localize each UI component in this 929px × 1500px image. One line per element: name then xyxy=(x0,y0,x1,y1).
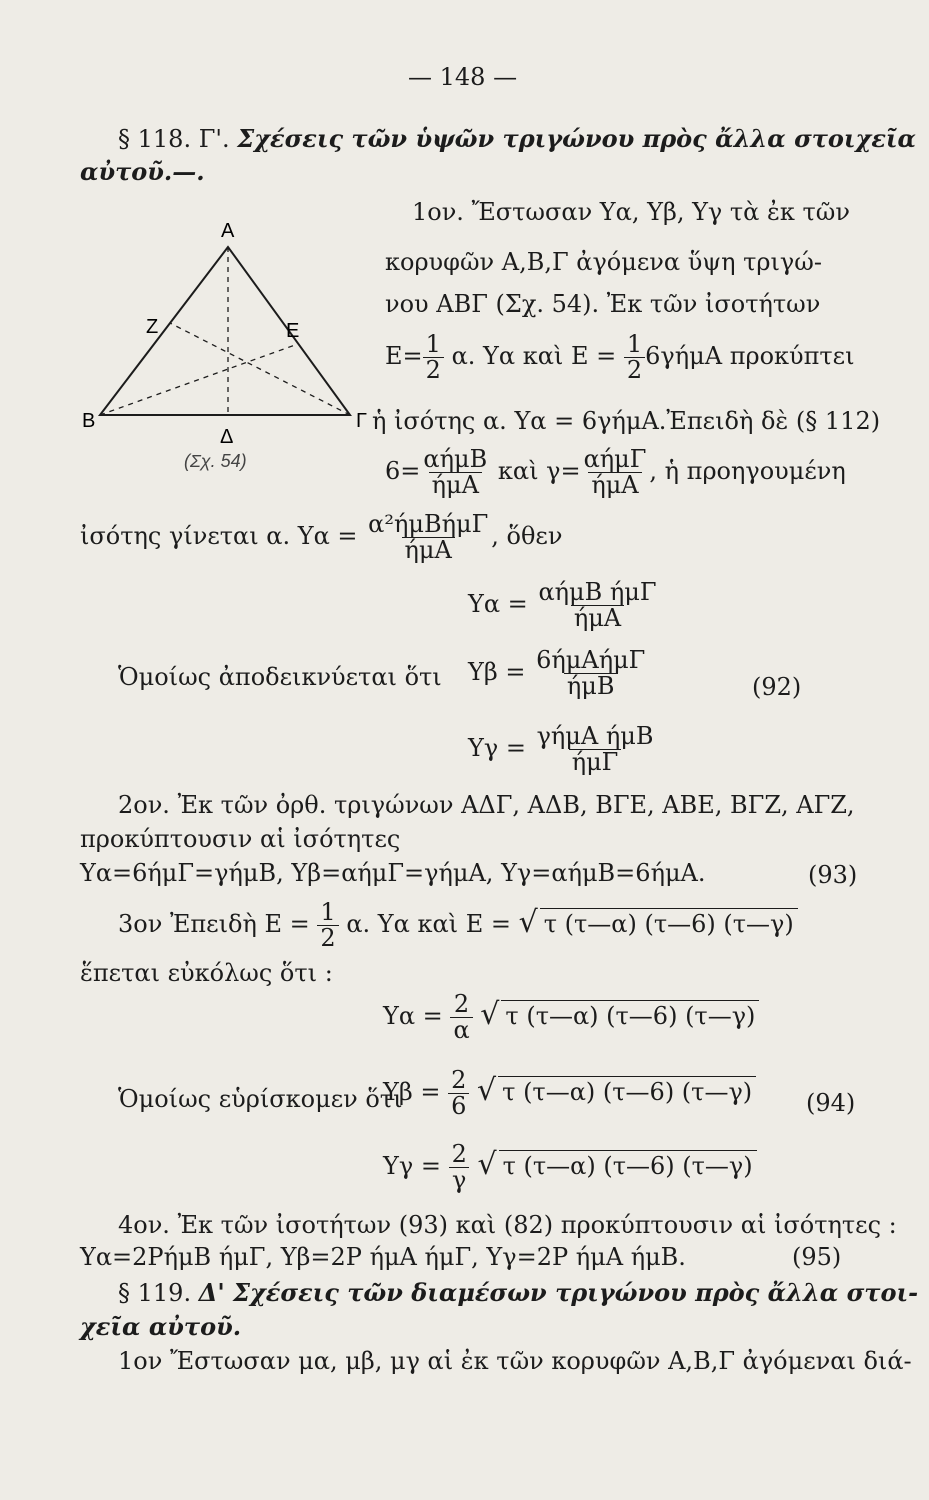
section-119-heading xyxy=(118,1278,918,1308)
p1-line2: κορυφῶν Α,Β,Γ ἀγόμενα ὕψη τριγώ- xyxy=(385,248,822,276)
section-title-cont: αὐτοῦ.—. xyxy=(80,157,205,186)
area-end: 6γήμΑ προκύπτει xyxy=(645,342,855,371)
p1-line1: 1ον. Ἔστωσαν Υα, Υβ, Υγ τὰ ἐκ τῶν xyxy=(412,198,850,226)
eq93-label: (93) xyxy=(808,861,858,889)
vertex-label-b: B xyxy=(82,410,96,432)
section-119-line1: 1ον Ἔστωσαν μα, μβ, μγ αἱ ἐκ τῶν κορυφῶν Α,Β,Γ ἀγόμεναι διά- xyxy=(118,1347,912,1375)
vertex-label-a: A xyxy=(221,220,235,242)
triangle-figure xyxy=(80,205,380,505)
p1-line5: ἡ ἰσότης α. Υα = 6γήμΑ.Ἐπειδὴ δὲ (§ 112) xyxy=(372,407,881,435)
section-title: Δ' Σχέσεις τῶν διαμέσων τριγώνου πρὸς ἄλλα στοι- xyxy=(198,1278,919,1307)
eq92-a: Υα = αήμΒ ήμΓ ήμΑ xyxy=(468,578,657,633)
eq94-intro: Ὁμοίως εὑρίσκομεν ὅτι xyxy=(118,1085,403,1113)
p4-line1: 4ον. Ἐκ τῶν ἰσοτήτων (93) καὶ (82) προκύπτουσιν αἱ ἰσότητες : xyxy=(118,1211,897,1239)
foot-label-e: E xyxy=(286,320,300,342)
p2-line3: Υα=6ήμΓ=γήμΒ, Υβ=αήμΓ=γήμΑ, Υγ=αήμΒ=6ήμΑ. xyxy=(80,859,706,887)
b-fraction: αήμΒ ήμΑ xyxy=(423,445,488,500)
half-fraction-2: $\frac{1}{2}$ xyxy=(624,332,645,383)
p1-line6: 6= αήμΒ ήμΑ καὶ γ= αήμΓ ήμΑ , ἡ προηγουμένη xyxy=(385,445,846,500)
eq94-a: Υα = $\frac{2}{\alpha}$ √ τ (τ—α) (τ—6) (τ—γ) xyxy=(383,992,759,1043)
p4-line2: Υα=2ΡήμΒ ήμΓ, Υβ=2Ρ ήμΑ ήμΓ, Υγ=2Ρ ήμΑ ήμΒ. xyxy=(80,1243,686,1271)
eq92-b: Υβ = 6ήμΑήμΓ ήμΒ xyxy=(468,646,646,701)
p1-line4 xyxy=(385,332,855,383)
section-number: § 118. Γ'. xyxy=(118,125,230,153)
isotes-fraction: α²ήμΒήμΓ ήμΑ xyxy=(368,510,489,565)
p1-line7: ἰσότης γίνεται α. Υα = α²ήμΒήμΓ ήμΑ , ὅθεν xyxy=(80,510,563,565)
section-number: § 119. xyxy=(118,1279,192,1307)
section-119-title-cont: χεῖα αὐτοῦ. xyxy=(80,1312,242,1341)
eq94-label: (94) xyxy=(806,1089,856,1117)
section-118-heading xyxy=(118,124,916,154)
half-fraction: $\frac{1}{2}$ xyxy=(423,332,444,383)
page-number: — 148 — xyxy=(408,63,518,91)
eq95-label: (95) xyxy=(792,1243,842,1271)
eq92-g: Υγ = γήμΑ ήμΒ ήμΓ xyxy=(468,722,654,777)
eq92-label: (92) xyxy=(752,673,802,701)
sqrt-sign: √ xyxy=(518,905,538,941)
area-mid: α. Υα καὶ E = xyxy=(451,342,617,371)
p2-line1: 2ον. Ἐκ τῶν ὀρθ. τριγώνων ΑΔΓ, ΑΔΒ, ΒΓΕ, ΑΒΕ, ΒΓΖ, ΑΓΖ, xyxy=(118,791,855,819)
g-fraction: αήμΓ ήμΑ xyxy=(583,445,647,500)
p1-line3: νου ΑΒΓ (Σχ. 54). Ἐκ τῶν ἰσοτήτων xyxy=(385,290,821,318)
p2-line2: προκύπτουσιν αἱ ἰσότητες xyxy=(80,825,401,853)
figure-caption: (Σχ. 54) xyxy=(184,451,247,471)
eq92-intro: Ὁμοίως ἀποδεικνύεται ὅτι xyxy=(118,663,442,691)
foot-label-d: Δ xyxy=(220,426,234,448)
p3-line2: ἕπεται εὐκόλως ὅτι : xyxy=(80,959,333,987)
eq94-g: Υγ = $\frac{2}{\gamma}$ √ τ (τ—α) (τ—6) (τ—γ) xyxy=(383,1142,757,1193)
area-eq: E= xyxy=(385,342,423,371)
vertex-label-g: Γ xyxy=(356,410,368,432)
foot-label-z: Z xyxy=(146,316,159,338)
section-title: Σχέσεις τῶν ὑψῶν τριγώνου πρὸς ἄλλα στοιχεῖα xyxy=(237,124,917,153)
p3-line1: 3ον Ἐπειδὴ E = $\frac{1}{2}$ α. Υα καὶ E = √ τ (τ—α) (τ—6) (τ—γ) xyxy=(118,900,798,951)
eq94-b: Υβ = $\frac{2}{6}$ √ τ (τ—α) (τ—6) (τ—γ) xyxy=(383,1068,756,1119)
